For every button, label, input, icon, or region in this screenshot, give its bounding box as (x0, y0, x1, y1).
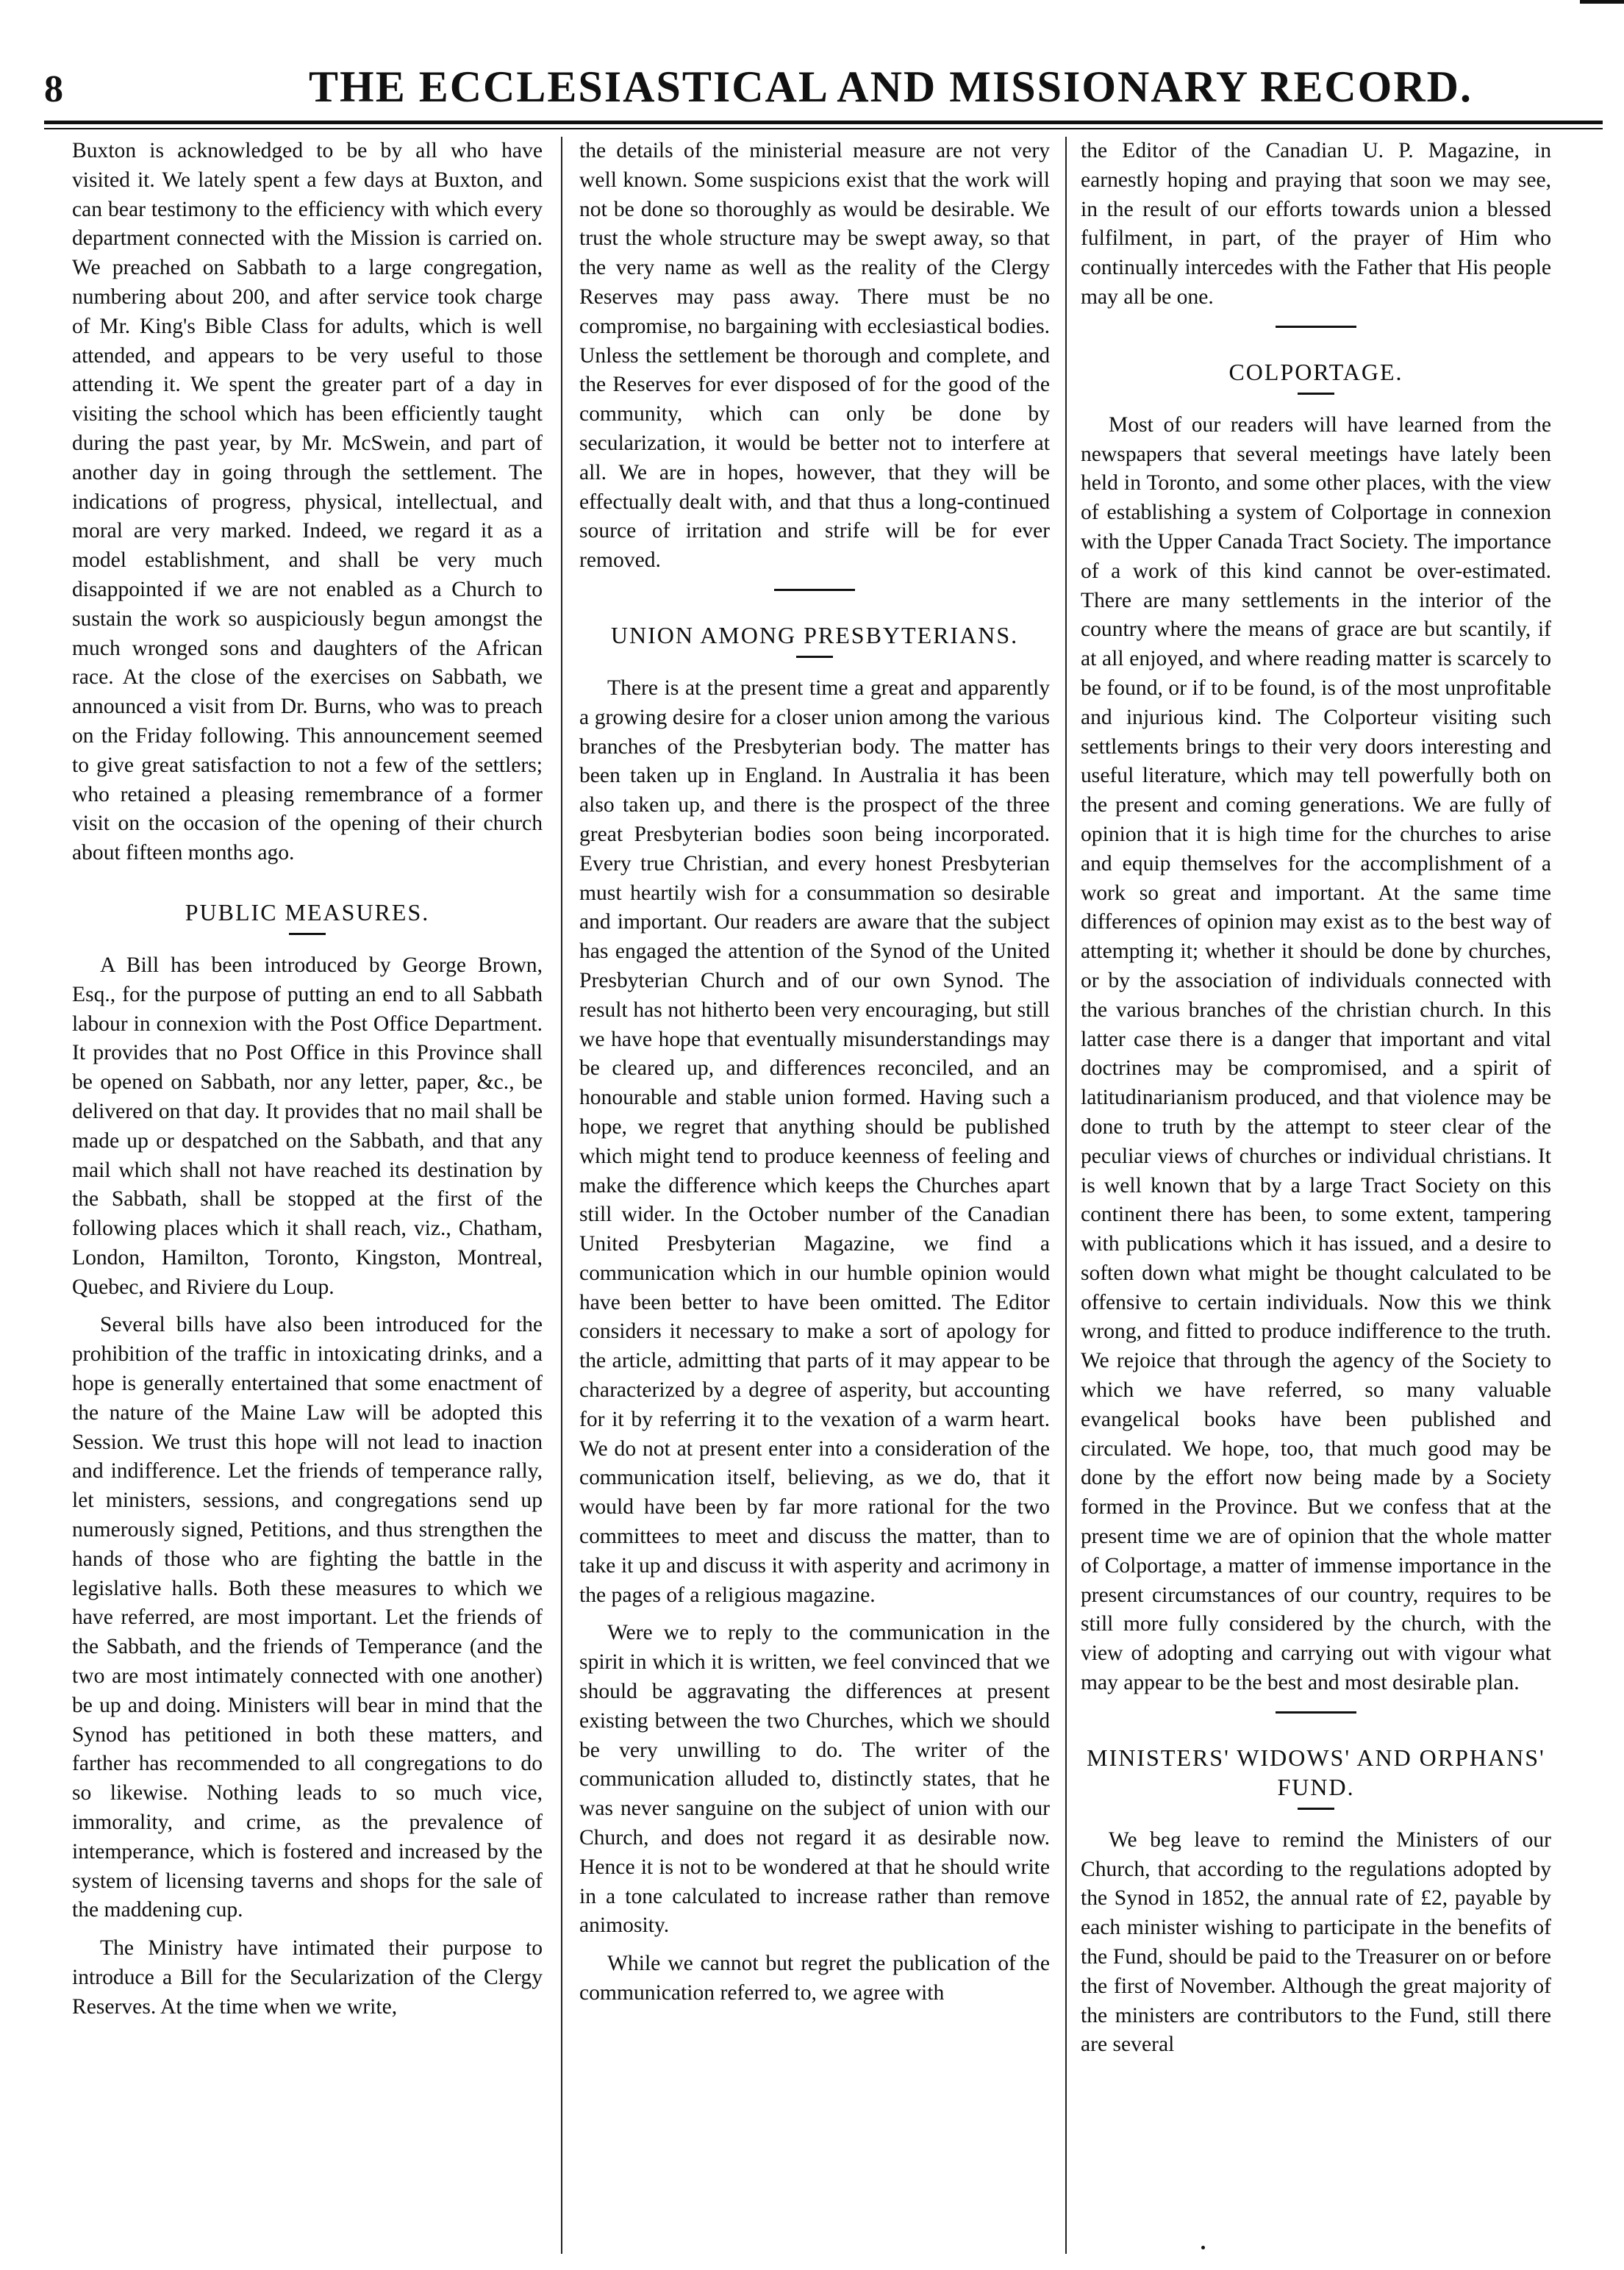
section-heading-union: UNION AMONG PRESBYTERIANS. (610, 621, 1019, 648)
paragraph: A Bill has been introduced by George Brown, Esq., for the purpose of putting an end to all Sabbath labour in connexion with the Post Office Department. It provides that no Post Office in this Province shall be opened on Sabbath, nor any letter, paper, &c., be delivered on that day. It provides that no mail shall be made up or despatched on the Sabbath, and that any mail which shall not have reached its destination by the Sabbath, shall be stopped at the first of the following places which it shall reach, viz., Chatham, London, Hamilton, Toronto, Kingston, Montreal, Quebec, and Riviere du Loup. (72, 953, 543, 1299)
corner-rule (1580, 0, 1624, 4)
page-number: 8 (44, 68, 63, 110)
column-divider (561, 137, 562, 2254)
paragraph: While we cannot but regret the publication of the communication referred to, we agree with (579, 1952, 1050, 2005)
column-middle (579, 137, 1050, 2261)
heading-rule (796, 656, 833, 658)
paragraph: Buxton is acknowledged to be by all who have visited it. We lately spent a few days at Buxton, and can bear testimony to the efficiency with which every department connected with the Mission is carried on. We preached on Sabbath to a large congregation, numbering about 200, and after service took charge of Mr. King's Bible Class for adults, which is well attended, and appears to be very useful to those attending it. We spent the greater part of a day in visiting the school which has been efficiently taught during the past year, by Mr. McSwein, and part of another day in going through the settlement. The indications of progress, physical, intellectual, and moral are very marked. Indeed, we regard it as a model establishment, and shall be very much disappointed if we are not enabled as a Church to sustain the work so auspiciously begun amongst the much wronged sons and daughters of the African race. At the close of the exercises on Sabbath, we announced a visit from Dr. Burns, who was to preach on the Friday following. This announcement seemed to give great satisfaction to not a few of the settlers; who retained a pleasing remembrance of a former visit on the occasion of the opening of their church about fifteen months ago. (72, 139, 543, 865)
section-separator (774, 589, 855, 591)
paragraph: Several bills have also been introduced for the prohibition of the traffic in intoxicating drinks, and a hope is generally entertained that some enactment of the nature of the Maine Law will be adopted this Session. We trust this hope will not lead to inaction and indifference. Let the friends of temperance rally, let ministers, sessions, and congregations send up numerously signed, Petitions, and thus strengthen the hands of those who are fighting the battle in the legislative halls. Both these measures to which we have referred, are most important. Let the friends of the Sabbath, and the friends of Temperance (and the two are most intimately connected with one another) be up and doing. Ministers will bear in mind that the Synod has petitioned in both these matters, and farther has recommended to all congregations to do so likewise. Nothing leads to so much vice, immorality, and crime, as the prevalence of intemperance, which is fostered and increased by the system of licensing taverns and shops for the sale of the maddening cup. (72, 1313, 543, 1922)
section-heading-public-measures: PUBLIC MEASURES. (185, 898, 430, 925)
section-separator (1276, 326, 1356, 328)
masthead-title: THE ECCLESIASTICAL AND MISSIONARY RECORD. (309, 62, 1473, 111)
print-speck (1201, 2246, 1205, 2249)
column-left (72, 137, 543, 2261)
paragraph: the details of the ministerial measure are not very well known. Some suspicions exist that the work will not be done so thoroughly as would be desirable. We trust the whole structure may be swept away, so that the very name as well as the reality of the Clergy Reserves may pass away. There must be no compromise, no bargaining with ecclesiastical bodies. Unless the settlement be thorough and complete, and the Reserves for ever disposed of for the good of the community, which can only be done by secularization, it would be better not to interfere at all. We are in hopes, however, that they will be effectually dealt with, and that thus a long-continued source of irritation and strife will be for ever removed. (579, 139, 1050, 573)
paragraph: Most of our readers will have learned from the newspapers that several meetings have lately been held in Toronto, and some other places, with the view of establishing a system of Colportage in connexion with the Upper Canada Tract Society. The importance of a work of this kind cannot be over-estimated. There are many settlements in the interior of the country where the means of grace are but scantily, if at all enjoyed, and where reading matter is scarcely to be found, or if to be found, is of the most unprofitable and injurious kind. The Colporteur visiting such settlements brings to their very doors interesting and useful literature, which may tell powerfully both on the present and coming generations. We are fully of opinion that it is high time for the churches to arise and equip themselves for the accomplishment of a work so great and important. At the same time differences of opinion may exist as to the best way of attempting it; whether it should be done by churches, or by the association of individuals connected with the various branches of the christian church. In this latter case there is a danger that important and vital doctrines may be compromised, and a spirit of latitudinarianism produced, and that violence may be done to truth by the attempt to steer clear of the peculiar views of churches or individual christians. It is well known that by a large Tract Society on this continent there has been, to some extent, tampering with publications which it has issued, and a desire to soften down what might be thought calculated to be offensive to certain individuals. Now this we think wrong, and fitted to produce indifference to the truth. We rejoice that through the agency of the Society to which we have referred, so many valuable evangelical books have been published and circulated. We hope, too, that much good may be done by the effort now being made by a Society formed in the Province. But we confess that at the present time we are of opinion that the whole matter of Colportage, a matter of immense importance in the present circumstances of our country, requires to be still more fully considered by the church, with the view of adopting and carrying out with vigour what may appear to be the best and most desirable plan. (1081, 412, 1551, 1695)
column-divider (1065, 137, 1067, 2254)
paragraph: the Editor of the Canadian U. P. Magazine, in earnestly hoping and praying that soon we may see, in the result of our efforts towards union a blessed fulfilment, in part, of the prayer of Him who continually intercedes with the Father that His people may all be one. (1081, 139, 1551, 309)
header-rule-thin (44, 128, 1603, 129)
section-separator (1276, 1711, 1356, 1714)
heading-rule (289, 933, 326, 935)
section-heading-colportage: COLPORTAGE. (1228, 358, 1403, 385)
column-right (1081, 137, 1551, 2261)
paragraph: There is at the present time a great and apparently a growing desire for a closer union among the various branches of the Presbyterian body. The matter has been taken up in England. In Australia it has been also taken up, and there is the prospect of the three great Presbyterian bodies soon being incorporated. Every true Christian, and every honest Presbyterian must heartily wish for a consummation so desirable and important. Our readers are aware that the subject has engaged the attention of the Synod of the United Presbyterian Church and of our own Synod. The result has not hitherto been very encouraging, but still we have hope that eventually misunderstandings may be cleared up, and differences reconciled, and an honourable and stable union formed. Having such a hope, we regret that anything should be published which might tend to produce keenness of feeling and make the difference which keeps the Churches apart still wider. In the October number of the Canadian United Presbyterian Magazine, we find a communication which in our humble opinion would have been better to have been omitted. The Editor considers it necessary to make a sort of apology for the article, admitting that parts of it may appear to be characterized by a degree of asperity, but accounting for it by referring it to the vexation of a warm heart. We do not at present enter into a consideration of the communication itself, believing, as we do, that it would have been by far more rational for the two committees to meet and discuss the matter, than to take it up and discuss it with asperity and acrimony in the pages of a religious magazine. (579, 676, 1050, 1607)
paragraph: Were we to reply to the communication in the spirit in which it is written, we feel convinced that we should be aggravating the differences at present existing between the two Churches, which we should be very unwilling to do. The writer of the communication alluded to, distinctly states, that he was never sanguine on the subject of union with our Church, and does not regard it as desirable now. Hence it is not to be wondered at that he should write in a tone calculated to increase rather than remove animosity. (579, 1621, 1050, 1938)
header-rule-thick (44, 121, 1603, 124)
heading-rule (1298, 393, 1334, 395)
paragraph: The Ministry have intimated their purpose to introduce a Bill for the Secularization of the Clergy Reserves. At the time when we write, (72, 1936, 543, 2019)
heading-rule (1298, 1808, 1334, 1810)
section-heading-widows-fund: MINISTERS' WIDOWS' AND ORPHANS' FUND. (1087, 1744, 1545, 1800)
paragraph: We beg leave to remind the Ministers of our Church, that according to the regulations adopted by the Synod in 1852, the annual rate of £2, payable by each minister wishing to participate in the benefits of the Fund, should be paid to the Treasurer on or before the first of November. Although the great majority of the ministers are contributors to the Fund, still there are several (1081, 1827, 1551, 2057)
